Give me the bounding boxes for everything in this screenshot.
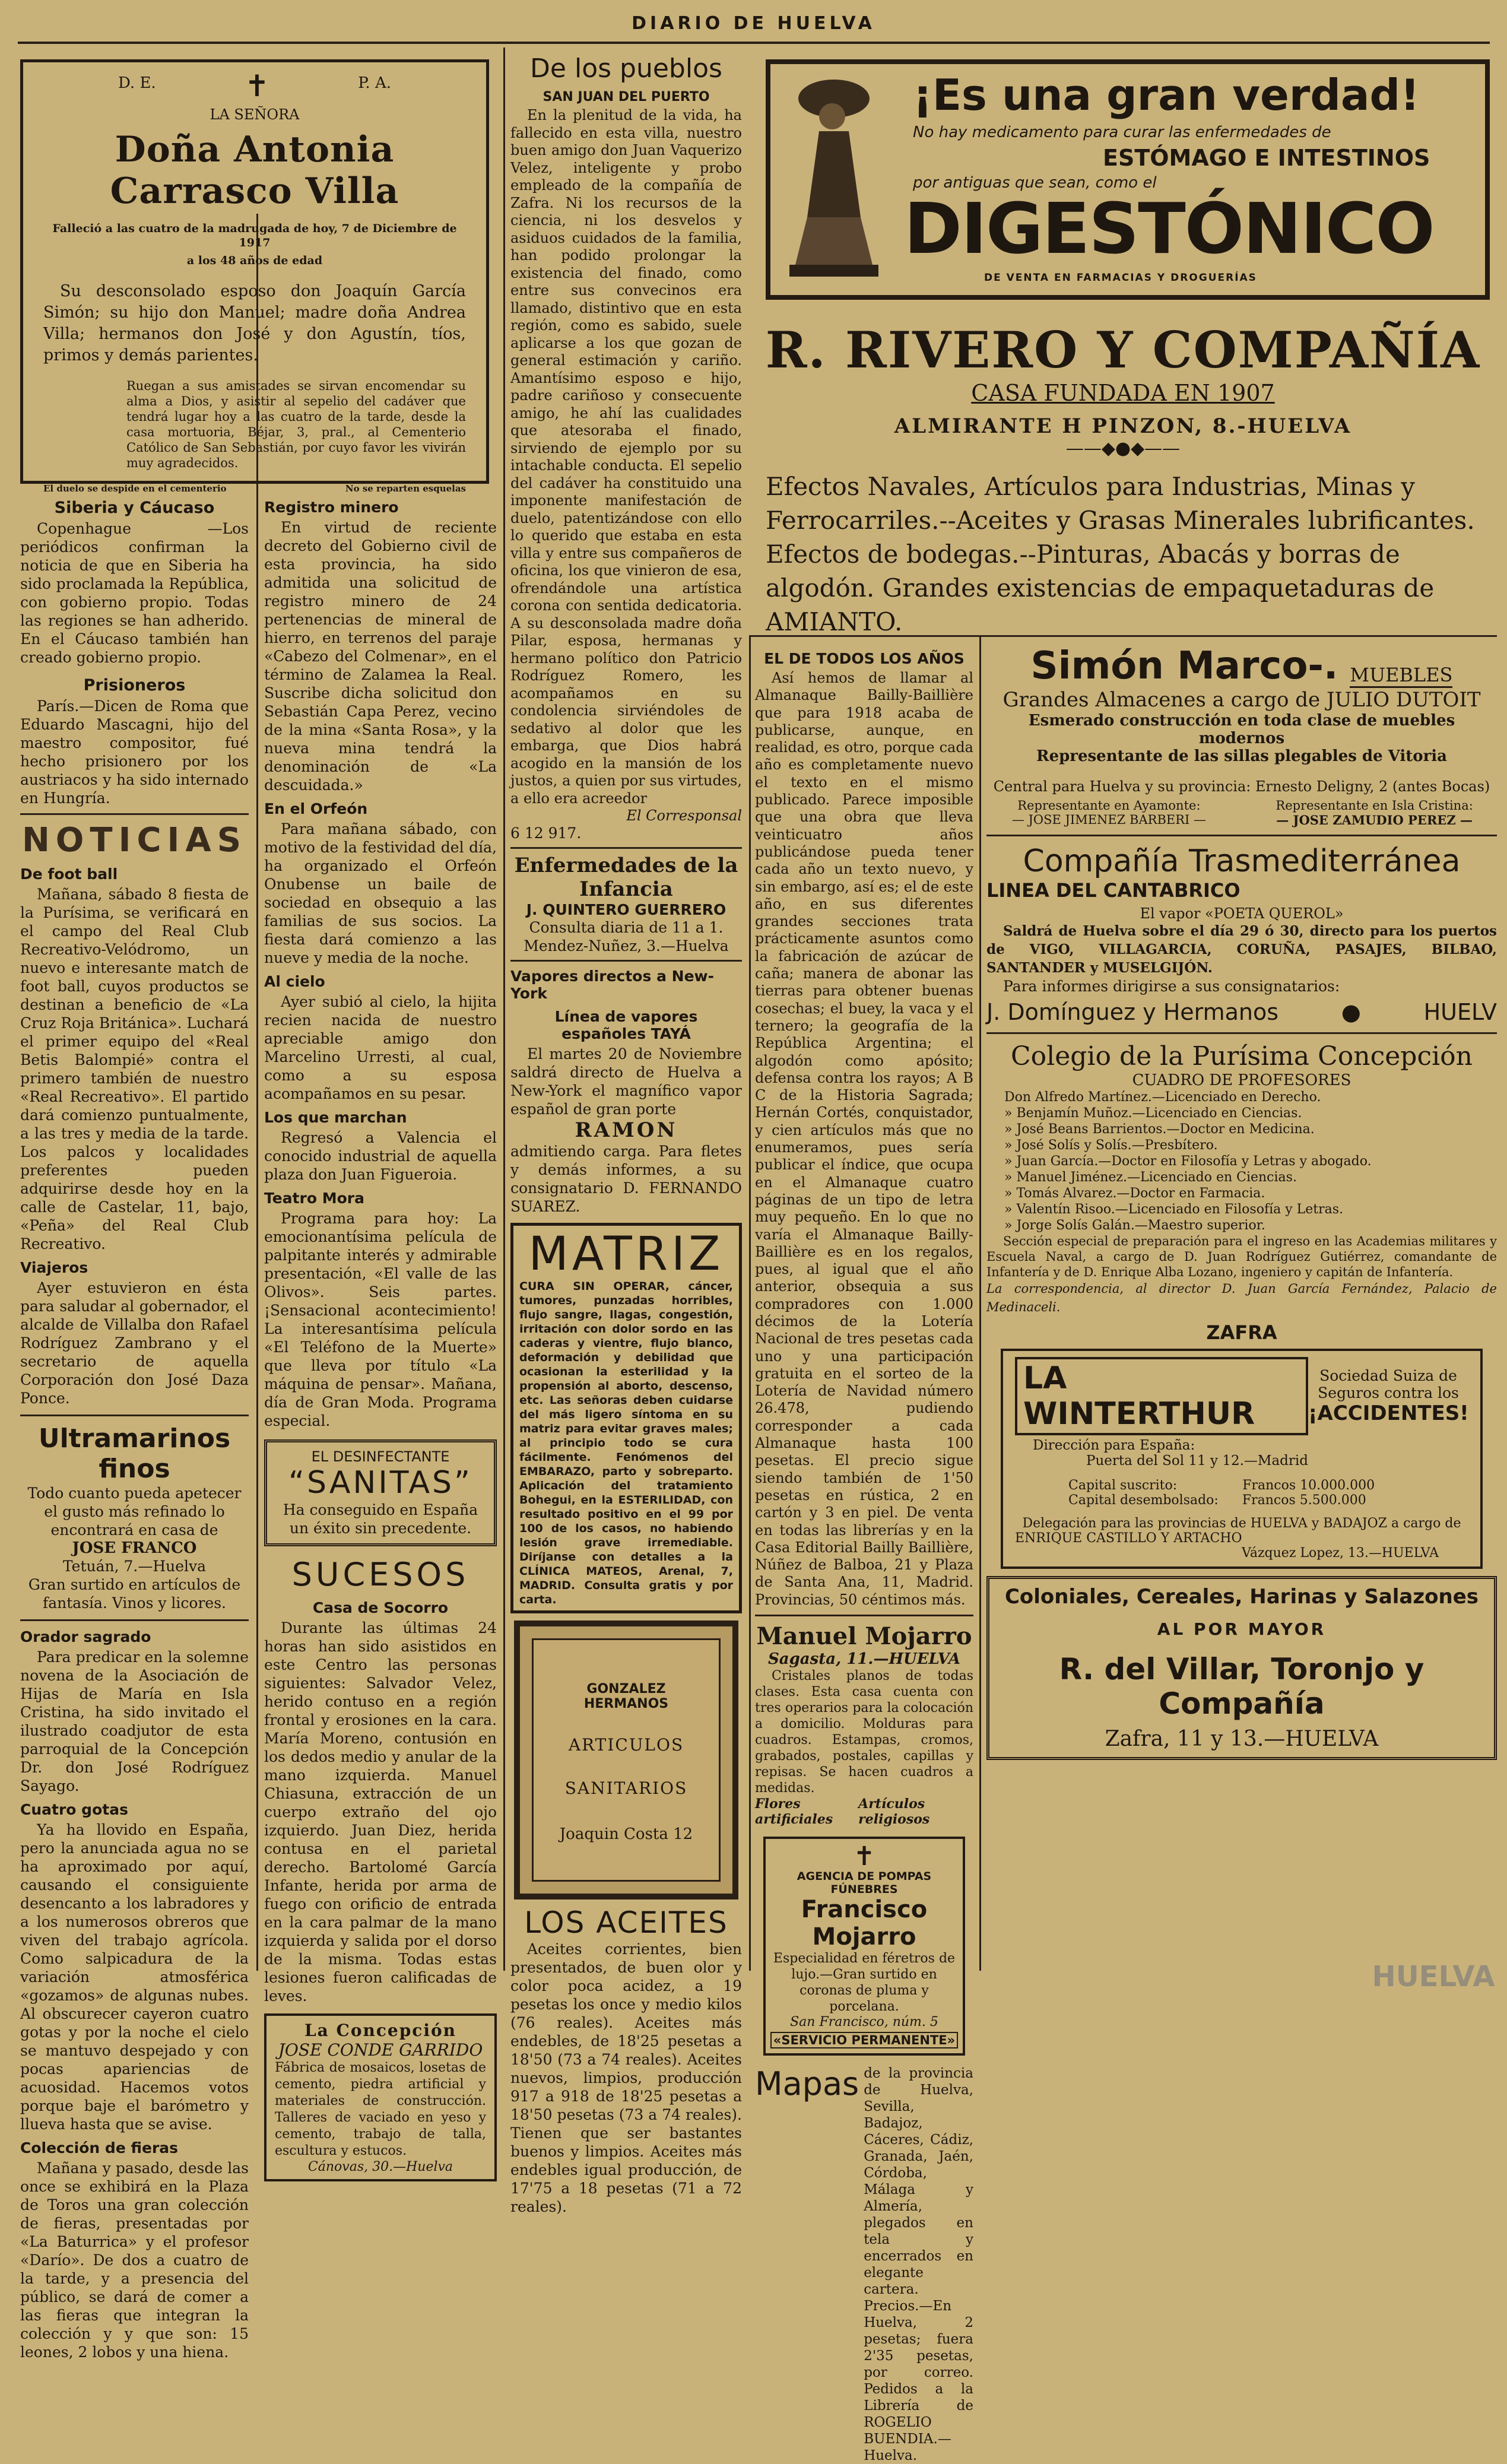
colegio-sub: CUADRO DE PROFESORES [1132,1071,1351,1089]
column-2 [264,493,497,2181]
football-heading: De foot ball [20,865,118,883]
ornament-icon: ——◆●◆—— [1065,438,1181,459]
colegio-profesor: » Valentín Risoo.—Licenciado en Filosofía y Letras. [1004,1202,1344,1217]
teatro-heading: Teatro Mora [264,1190,364,1207]
prisioneros-heading: Prisioneros [83,676,186,695]
column-1 [20,493,249,2361]
colegio-profesores [986,1089,1497,1233]
obituary-pa: P. A. [358,74,391,92]
obituary-died: Falleció a las cuatro de la madrugada de hoy, 7 de Diciembre de 1917 [52,222,457,249]
ultramarinos-title: Ultramarinos finos [38,1423,231,1484]
mojarro-address: Sagasta, 11.—HUELVA [767,1650,961,1669]
matriz-text: CURA SIN OPERAR, cáncer, tumores, punzadas horribles, flujo sangre, llagas, congestión, irritación con dolor sordo en las caderas y vientre, flujo blanco, deformación y debilidad que ocasionan la esterilidad y la propensión al aborto, descenso, etc. Las señoras deben cuidarse del más ligero síntoma en su matriz para evitar graves males; al principio todo se cura fácilmente. Fenómenos del EMBARAZO, parto y sobreparto. Aplicación del tratamiento Bohegui, en la ESTERILIDAD, con resultado positivo en el 99 por 100 de los casos, no habiendo lesión grave irremediable. Diríjanse con detalles a la CLÍNICA MATEOS, Arenal, 7, MADRID. Consulta gratis y por carta. [519,1280,733,1606]
almanaque-heading: EL DE TODOS LOS AÑOS [764,650,965,667]
mojarro-left: Flores artificiales [755,1796,833,1828]
funebre-name: Francisco Mojarro [801,1896,928,1951]
ultramarinos-name: JOSE FRANCO [72,1539,197,1557]
mojarro-title: Manuel Mojarro [756,1622,972,1651]
mapas-text: de la provincia de Huelva, Sevilla, Badajoz, Cáceres, Cádiz, Granada, Jaén, Córdoba, Málaga y Almería, plegados en tela y encerrados en elegante cartera. Precios.—En Huelva, 2 pesetas; fuera 2'35 pesetas, por correo. Pedidos a la Librería de ROGELIO BUENDIA.—Huelva. [864,2066,973,2464]
gonzalez-line-2: SANITARIOS [564,1778,688,1798]
vapores-ship: RAMON [575,1118,678,1142]
cross-icon: ✝ [245,69,269,103]
registro-heading: Registro minero [264,499,399,516]
coloniales-sub: AL POR MAYOR [1157,1619,1327,1639]
rivero-text: Efectos Navales, Artículos para Industrias, Minas y Ferrocarriles.--Aceites y Grasas Minerales lubrificantes. Efectos de bodegas.--Pinturas, Abacás y borras de algodón. Grandes existencias de empaquetaduras de AMIANTO. [766,472,1475,636]
winterthur-address: Vázquez Lopez, 13.—HUELVA [1241,1546,1439,1561]
winterthur-capital-2-label: Capital desembolsado: [1068,1493,1219,1508]
infancia-title: Enfermedades de la Infancia [514,854,738,901]
colegio-correspondence: La correspondencia, al director D. Juan García Fernández, Palacio de Medinaceli. [986,1282,1497,1314]
simon-central: Central para Huelva y su provincia: Ernesto Deligny, 2 (antes Bocas) [993,778,1490,795]
simon-ayamonte-label: Representante en Ayamonte: [1017,798,1201,813]
cielo-heading: Al cielo [264,973,325,990]
simon-line-2: Representante de las sillas plegables de Vitoria [1036,747,1448,765]
mojarro-text: Cristales planos de todas clases. Esta casa cuenta con tres operarios para la colocación a domicilio. Molduras para cuadros. Estampas, cromos, grabados, postales, capillas y repisas. Se hacen cuadros a medidas. [755,1669,973,1796]
sanjuan-sign: El Corresponsal [626,807,742,824]
prisioneros-text: París.—Dicen de Roma que Eduardo Mascagni, hijo del maestro compositor, fué hecho prisionero por los austriacos y ha sido internado en Hungría. [20,697,249,807]
sanjuan-date: 6 12 917. [510,824,582,842]
funebre-cross-icon: ✝ [853,1841,875,1872]
simon-title: Simón Marco-. [1030,644,1338,688]
winterthur-name: ENRIQUE CASTILLO Y ARTACHO [1015,1531,1242,1546]
colegio-profesor: » Manuel Jiménez.—Licenciado en Ciencias. [1004,1170,1297,1185]
siberia-text: Copenhague —Los periódicos confirman la noticia de que en Siberia ha sido proclamada la República, con gobierno propio. Todas las regiones se han adherido. En el Cáucaso también han creado gobierno propio. [20,520,249,666]
football-text: Mañana, sábado 8 fiesta de la Purísima, se verificará en el campo del Real Club Recreativo-Velódromo, un nuevo e interesante match de foot ball, cuyos productos se destinan a beneficio de «La Cruz Roja Británica». Luchará el primer equipo del «Real Betis Balompié» contra el primero también de nuestro «Real Recreativo». El partido dará comienzo puntualmente, a las tres y media de la tarde. Los palcos y localidades preferentes pueden adquirirse desde hoy en la calle de Castelar, 11, bajo, «Peña» del Real Club Recreativo. [20,886,249,1252]
obituary-name: Doña Antonia Carrasco Villa [110,129,399,212]
noticias-heading: NOTICIAS [21,821,248,860]
funebre-footer: «SERVICIO PERMANENTE» [770,2032,958,2048]
concepcion-ad [264,2013,497,2181]
digestonico-title: ¡Es una gran verdad! [913,70,1420,120]
colegio-profesor: » José Solís y Solís.—Presbítero. [1004,1138,1218,1153]
ultramarinos-text: Todo cuanto pueda apetecer el gusto más refinado lo encontrará en casa de [27,1485,242,1539]
zafra-heading: ZAFRA [1206,1321,1277,1344]
coloniales-ad [986,1576,1497,1760]
gotas-text: Ya ha llovido en España, pero la anunciada agua no se ha aproximado por aquí, causando el consiguiente desencanto a los labradores y a los numerosos obreros que viven del trabajo agrícola. Como salpicadura de la variación atmosférica «gozamos» de algunas nubes. Al obscurecer cayeron cuatro gotas y por la noche el cielo se mantuvo despejado y con pocas apariencias de acuosidad. Hacemos votos porque baje el barómetro y llueva hasta que se avise. [20,1821,249,2133]
column-3 [510,53,742,2216]
coloniales-title: Coloniales, Cereales, Harinas y Salazones [1004,1585,1479,1609]
registro-text: En virtud de reciente decreto del Gobierno civil de esta provincia, ha sido admitida una solicitud de registro minero de 24 pertenencias de mineral de hierro, en terrenos del paraje «Cabezo del Colmenar», en el término de Zalamea la Real. Suscribe dicha solicitud don Sebastián Capa Perez, vecino de la mina «Santa Rosa», y la nueva mina tendrá la denominación de «La descuidada.» [264,519,497,794]
trasmed-text: Saldrá de Huelva sobre el día 29 ó 30, directo para los puertos de VIGO, VILLAGARCIA, CORUÑA, PASAJES, BILBAO, SANTANDER y MUSELGIJÓN. [986,923,1497,976]
funebre-address: San Francisco, núm. 5 [790,2015,938,2030]
ultramarinos-address: Tetuán, 7.—Huelva [62,1558,207,1575]
obituary-dep: D. E. [118,74,156,92]
colegio-profesor: » Juan García.—Doctor en Filosofía y Letras y abogado. [1004,1154,1372,1169]
digestonico-line-2: ESTÓMAGO E INTESTINOS [1103,145,1430,171]
winterthur-capital-1: Francos 10.000.000 [1242,1478,1375,1493]
siberia-heading: Siberia y Cáucaso [54,499,215,517]
gonzalez-ad [514,1621,738,1899]
woman-illustration-icon [778,69,884,288]
digestonico-ad [766,59,1490,300]
concepcion-address: Cánovas, 30.—Huelva [307,2159,453,2174]
infancia-name: J. QUINTERO GUERRERO [526,901,726,918]
socorro-text: Durante las últimas 24 horas han sido asistidos en este Centro las personas siguientes: Salvador Velez, herido contuso en a región frontal y erosiones en la cara. María Moreno, contusión en los dedos medio y anular de la mano izquierda. Manuel Chiasuna, extracción de un cuerpo extraño del ojo izquierdo. Juan Diez, herida contusa en el parietal derecho. Bartolomé García Infante, herida por arma de fuego con orificio de entrada en la cara palmar de la mano izquierda y salida por el dorso de la misma. Todas estas lesiones fueron calificadas de leves. [264,1619,497,2005]
marchan-heading: Los que marchan [264,1109,407,1126]
obituary-foot-left: El duelo se despide en el cementerio [43,483,227,494]
vapores-text-2: admitiendo carga. Para fletes y demás informes, a su consignatario D. FERNANDO SUAREZ. [510,1143,742,1215]
orfeon-text: Para mañana sábado, con motivo de la festividad del día, ha organizado el Orfeón Onubense un baile de sociedad en obsequio a las familias de sus socios. La fiesta dará comienzo a las nueve y media de la noche. [264,820,497,966]
coloniales-name: R. del Villar, Toronjo y Compañía [1059,1652,1424,1721]
viajeros-heading: Viajeros [20,1259,88,1276]
sanitas-sub: Ha conseguido en España un éxito sin precedente. [283,1501,478,1537]
rivero-ad [749,321,1497,639]
simon-isla: — JOSE ZAMUDIO PEREZ — [1276,813,1473,827]
infancia-address: Mendez-Nuñez, 3.—Huelva [524,937,729,954]
winterthur-capital-2: Francos 5.500.000 [1242,1493,1366,1508]
trasmed-consignee: J. Domínguez y Hermanos [986,999,1279,1025]
sanitas-top: EL DESINFECTANTE [311,1448,450,1465]
coloniales-address: Zafra, 11 y 13.—HUELVA [1105,1727,1379,1751]
mapas-title: Mapas [755,2065,859,2103]
concepcion-title: La Concepción [304,2021,457,2040]
teatro-text: Programa para hoy: La emocionantísima película de palpitante interés y admirable presentación, «El valle de las Olivos». Seis partes. ¡Sensacional acontecimiento! La interesantísima película «El Teléfono de la Muerte» que lleva por título «La máquina de pensar». Mañana, día de Gran Moda. Programa especial. [264,1210,497,1429]
obituary-box [20,59,489,494]
fieras-text: Mañana y pasado, desde las once se exhibirá en la Plaza de Toros una gran colección de fieras, presentadas por «La Baturrica» y el profesor «Darío». De dos a cuatro de la tarde, y a presencia del público, se dará de comer a las fieras que integran la colección y y que son: 15 leones, 2 lobos y una hiena. [20,2159,249,2361]
digestonico-brand: DIGESTÓNICO [904,188,1434,269]
obituary-foot-right: No se reparten esquelas [345,483,466,494]
winterthur-capital-1-label: Capital suscrito: [1068,1478,1178,1493]
gonzalez-line-1: ARTICULOS [568,1735,684,1755]
winterthur-ad [1001,1349,1483,1569]
simon-line-1: Esmerado construcción en toda clase de muebles modernos [1028,712,1455,747]
funebre-top: AGENCIA DE POMPAS FÚNEBRES [797,1870,932,1897]
colegio-profesor: » Benjamín Muñoz.—Licenciado en Ciencias. [1004,1106,1302,1121]
orfeon-heading: En el Orfeón [264,800,368,817]
socorro-heading: Casa de Socorro [312,1599,449,1616]
winterthur-title: LA WINTERTHUR [1015,1357,1308,1435]
trasmed-dot-icon: ● [1341,999,1361,1025]
viajeros-text: Ayer estuvieron en ésta para saludar al gobernador, el alcalde de Villalba don Rafael Rodríguez Zambrano y el secretario de aquella Corporación don José Daza Ponce. [20,1279,249,1407]
winterthur-delegation: Delegación para las provincias de HUELVA y BADAJOZ a cargo de [1022,1516,1461,1531]
gonzalez-brand: GONZALEZ HERMANOS [583,1682,669,1711]
matriz-title: MATRIZ [528,1228,724,1281]
winterthur-society: Sociedad Suiza de Seguros contra los [1318,1367,1459,1401]
digestonico-footer: DE VENTA EN FARMACIAS Y DROGUERÍAS [984,272,1257,284]
almanaque-text: Así hemos de llamar al Almanaque Bailly-Baillière que para 1918 acaba de publicarse, aunque, en realidad, es otro, porque cada año es completamente nuevo el texto en el mismo publicado. Parece imposible que una obra que lleva veinticuatro años publicándose pueda tener cada año un texto nuevo, y sin embargo, así es; el de este año, en sus diferentes grandes secciones trata prácticamente asuntos como la fabricación de azúcar de caña; manera de abonar las tierras para obtener buenas cosechas; el buey, la vaca y el ternero; la geografía de la República Argentina; el algodón como apósito; defensa contra los rayos; A B C de la Historia Sagrada; Hernán Cortés, conquistador, y cien artículos más que no enumeramos, pues sería publicar el índice, que ocupa en el Almanaque cuatro páginas de un tipo de letra muy pequeño. En lo que no varía el Almanaque Bailly-Baillière es en los regalos, pues, al igual que el año anterior, obsequia a sus compradores con 1.000 décimos de la Lotería Nacional de tres pesetas cada uno y una participación gratuita en el sorteo de la Lotería de Navidad número 26.478, pudiendo corresponder a cada Almanaque hasta 100 pesetas. El precio sigue siendo también de 1'50 pesetas en rústica, 2 en cartón y 3 en piel. De venta en todas las librerías y en la Casa Editorial Bailly Baillière, Núñez de Balboa, 21 y Plaza de Santa Ana, 11, Madrid. Provincias, 50 céntimos más. [755,670,973,1608]
aceites-title: LOS ACEITES [524,1905,728,1940]
matriz-ad [510,1223,742,1613]
sanitas-name: “SANITAS” [288,1465,472,1501]
obituary-family: Su desconsolado esposo don Joaquín García Simón; su hijo don Manuel; madre doña Andrea Villa; hermanos don José y don Agustín, tíos, primos y demás parientes. [43,282,466,364]
winterthur-direction: Dirección para España: [1033,1438,1195,1453]
rivero-sub: CASA FUNDADA EN 1907 [971,380,1275,406]
vapores-text: El martes 20 de Noviembre saldrá directo de Huelva a New-York el magnífico vapor español de gran porte [510,1045,742,1118]
funebre-text: Especialidad en féretros de lujo.—Gran surtido en coronas de pluma y porcelana. [773,1951,956,2015]
sucesos-heading: SUCESOS [291,1556,469,1593]
colegio-profesor: » José Beans Barrientos.—Doctor en Medicina. [1004,1122,1315,1137]
masthead: DIARIO DE HUELVA [632,13,875,34]
orador-text: Para predicar en la solemne novena de la Asociación de Hijas de María en Isla Cristina, ha sido invitado el ilustrado coadjutor de esta parroquial de la Concepción Dr. don José Rodríguez Sayago. [20,1648,249,1794]
winterthur-direction-address: Puerta del Sol 11 y 12.—Madrid [1086,1453,1308,1469]
rivero-title: R. RIVERO Y COMPAÑÍA [765,321,1481,379]
vapores-sub: Línea de vapores españoles TAYÁ [554,1008,698,1042]
trasmed-line: LINEA DEL CANTABRICO [986,879,1241,902]
winterthur-accidents: ¡ACCIDENTES! [1308,1401,1469,1425]
column-rule [979,635,981,1971]
sanjuan-text: En la plenitud de la vida, ha fallecido en esta villa, nuestro buen amigo don Juan Vaquerizo Velez, inteligente y probo empleado de la compañía de Zafra. Ni los recursos de la ciencia, ni los desvelos y asiduos cuidados de la familia, han podido prolongar la existencia del finado, como entre sus convecinos era llamado, distintivo que en esta región, como es sabido, suele aplicarse a los que gozan de general estimación y cariño. Amantísimo esposo e hijo, padre cariñoso y consecuente amigo, he ahí las cualidades que atesoraba el finado, sirviendo de ejemplo por su intachable conducta. El sepelio del cadáver ha constituido una imponente manifestación de duelo, patentizándose con ello lo querido que estaba en esta villa y entre sus compañeros de oficina, los que vinieron de esa, ofrendándole una artística corona con sentida dedicatoria. A su desconsolada madre doña Pilar, esposa, hermanas y hermano político don Patricio Rodríguez Romero, les acompañamos en su condolencia sirviéndoles de sedativo al dolor que les embarga, que Dios habrá acogido en la mansión de los justos, a quien por sus virtudes, a ello era acreedor [510,107,742,807]
colegio-text: Sección especial de preparación para el ingreso en las Academias militares y Escuela Naval, a cargo de D. Juan Rodríguez Gutiérrez, comandante de Infantería y de D. Enrique Alba Lozano, ingeniero y capitán de Infantería. [986,1234,1497,1279]
cielo-text: Ayer subió al cielo, la hijita recien nacida de nuestro apreciable amigo don Marcelino Urresti, al cual, como a su esposa acompañamos en su pesar. [264,993,497,1102]
watermark-seal: HUELVA [1372,1960,1495,1993]
digestonico-line-1: No hay medicamento para curar las enfermedades de [913,123,1331,141]
simon-sub: Grandes Almacenes a cargo de JULIO DUTOIT [1002,688,1481,712]
sanitas-ad [264,1439,497,1546]
column-4 [755,644,973,2464]
vapores-heading: Vapores directos a New-York [510,968,714,1002]
obituary-age: a los 48 años de edad [186,254,323,267]
colegio-profesor: » Jorge Solís Galán.—Maestro superior. [1004,1218,1265,1233]
sanjuan-heading: SAN JUAN DEL PUERTO [542,90,710,104]
trasmed-city: HUELV [1423,999,1497,1025]
mojarro-right: Artículos religiosos [858,1796,930,1828]
column-rule [749,635,751,1971]
digestonico-line-3: por antiguas que sean, como el [913,174,1157,192]
column-rule [503,47,505,1971]
simon-isla-label: Representante en Isla Cristina: [1276,798,1473,813]
colegio-title: Colegio de la Purísima Concepción [1011,1041,1473,1071]
marchan-text: Regresó a Valencia el conocido industrial de aquella plaza don Juan Figueroia. [264,1129,497,1183]
column-5 [986,644,1497,1760]
pueblos-title: De los pueblos [530,53,722,84]
trasmed-ship: El vapor «POETA QUEROL» [1140,905,1344,922]
colegio-profesor: Don Alfredo Martínez.—Licenciado en Derecho. [1004,1090,1321,1105]
funebre-ad [763,1837,965,2056]
rivero-address: ALMIRANTE H PINZON, 8.-HUELVA [894,414,1352,438]
concepcion-name: JOSE CONDE GARRIDO [278,2040,483,2060]
trasmed-title: Compañía Trasmediterránea [1023,843,1461,879]
obituary-la-senora: LA SEÑORA [210,106,300,123]
colegio-profesor: » Tomás Alvarez.—Doctor en Farmacia. [1004,1186,1265,1201]
fieras-heading: Colección de fieras [20,2139,179,2157]
gotas-heading: Cuatro gotas [20,1801,128,1818]
simon-tag: MUEBLES [1350,664,1452,688]
obituary-request: Ruegan a sus amistades se sirvan encomendar su alma a Dios, y asistir al sepelio del cadáver que tendrá lugar hoy a las cuatro de la tarde, desde la casa mortuoria, Béjar, 3, pral., al Cementerio Católico de San Sebastián, por cuyo favor les vivirán muy agradecidos. [126,379,466,470]
trasmed-info: Para informes dirigirse a sus consignatarios: [1003,978,1340,995]
ultramarinos-sub: Gran surtido en artículos de fantasía. Vinos y licores. [28,1576,241,1612]
aceites-text: Aceites corrientes, bien presentados, de buen olor y color poca acidez, a 19 pesetas los once y medio kilos (76 reales). Aceites más endebles, de 18'25 pesetas a 18'50 (73 a 74 reales). Aceites nuevos, limpios, producción 917 a 918 de 18'25 pesetas a 18'50 pesetas (73 a 74 reales). Tienen que ser bastantes buenos y limpios. Aceites más endebles igual producción, de 17'75 a 18 pesetas (71 a 72 reales). [510,1940,742,2215]
simon-ayamonte: — JOSE JIMENEZ BARBERI — [1011,813,1206,827]
infancia-text: Consulta diaria de 11 a 1. [529,919,724,936]
concepcion-text: Fábrica de mosaicos, losetas de cemento, piedra artificial y materiales de construcción. Talleres de vaciado en yeso y cemento, trabajo de talla, escultura y estucos. [275,2060,486,2158]
orador-heading: Orador sagrado [20,1628,151,1645]
gonzalez-address: Joaquin Costa 12 [559,1825,693,1843]
masthead-rule [18,42,1490,44]
